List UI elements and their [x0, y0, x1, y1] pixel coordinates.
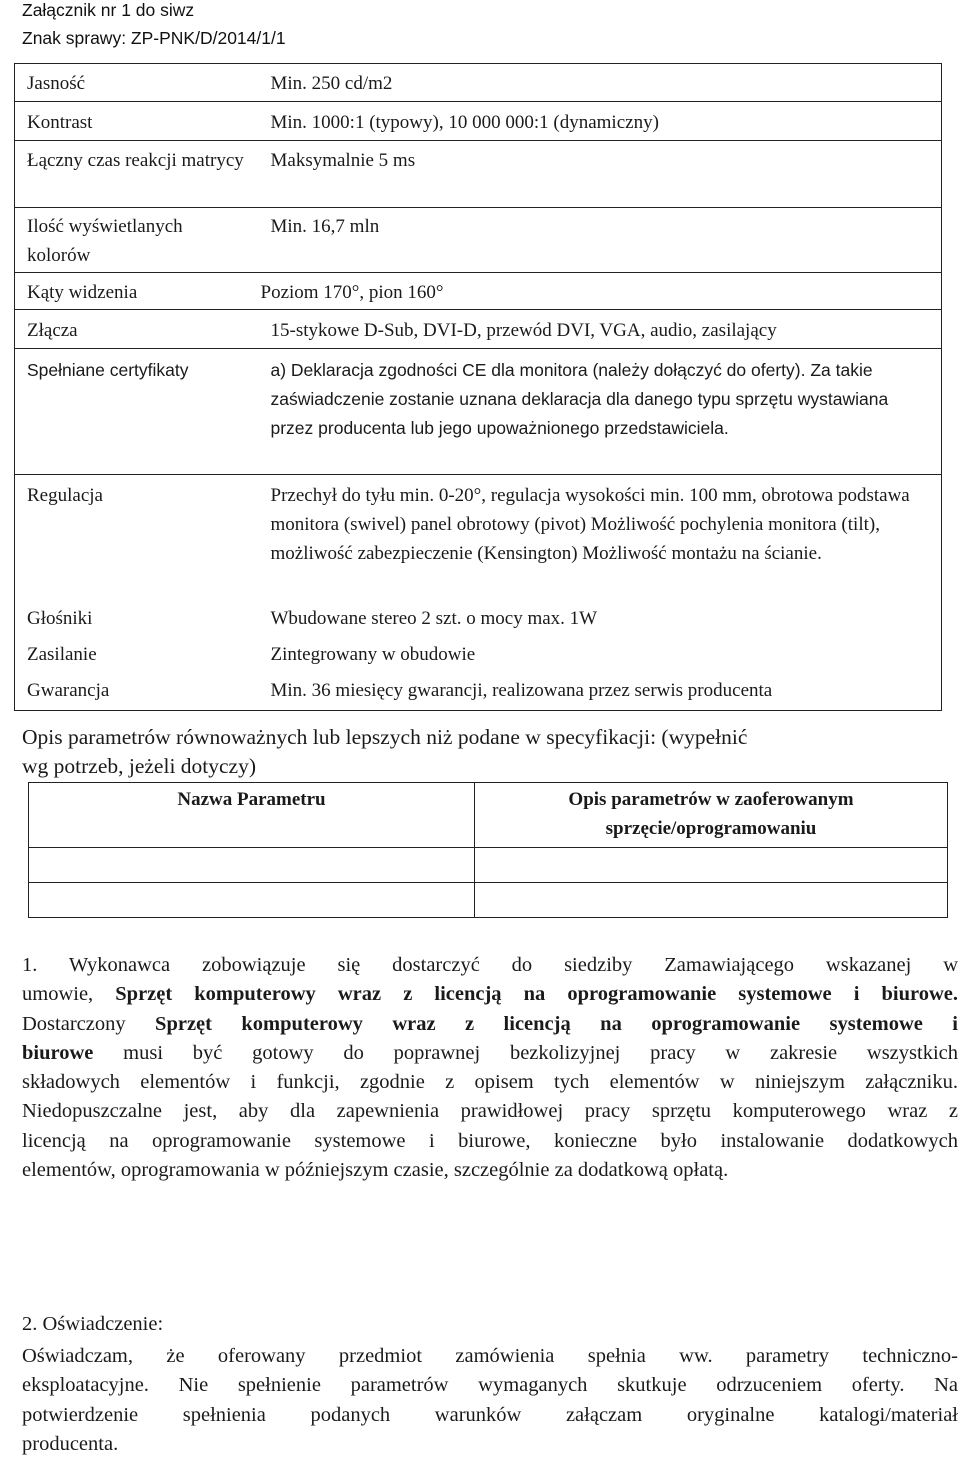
spec-value: Wbudowane stereo 2 szt. o mocy max. 1W: [259, 604, 942, 640]
spec-row-zlacza: [15, 310, 942, 349]
spec-label: Złącza: [15, 310, 259, 349]
spec-label: Łączny czas reakcji matrycy: [15, 141, 259, 208]
bold-phrase: Sprzęt komputerowy wraz z licencją na oprogramowanie systemowe i biurowe: [115, 983, 953, 1006]
spec-row-glosniki: [15, 604, 942, 640]
spec-row-czas-reakcji: [15, 141, 942, 208]
spec-value: Min. 36 miesięcy gwarancji, realizowana przez serwis producenta: [259, 676, 942, 711]
equivalent-parameters-intro: [22, 723, 922, 781]
spec-table: [14, 63, 942, 711]
paragraph-line: producenta.: [22, 1432, 119, 1455]
param-empty-row: [29, 883, 948, 918]
column-header-parameter-name: Nazwa Parametru: [29, 783, 475, 848]
paragraph-line: składowych elementów i funkcji, zgodnie z opisem tych elementów w niniejszym załączniku.: [22, 1071, 958, 1094]
intro-line: wg potrzeb, jeżeli dotyczy): [22, 754, 257, 778]
paragraph-line: biurowe musi być gotowy do poprawnej bezkolizyjnej pracy w zakresie wszystkich: [22, 1041, 958, 1064]
spec-label: Zasilanie: [15, 640, 259, 676]
paragraph-line: umowie, Sprzęt komputerowy wraz z licencją na oprogramowanie systemowe i biurowe.: [22, 983, 959, 1006]
param-description-cell[interactable]: [475, 848, 948, 883]
spec-row-jasnosc: [15, 64, 942, 102]
bold-phrase: Sprzęt komputerowy wraz z licencją na oprogramowanie systemowe i: [155, 1012, 958, 1035]
spec-label: Spełniane certyfikaty: [15, 349, 259, 475]
section-2-heading: 2. Oświadczenie:: [22, 1313, 164, 1335]
paragraph-line: licencją na oprogramowanie systemowe i biurowe, konieczne było instalowanie dodatkowych: [22, 1129, 958, 1152]
spec-row-katy: [15, 273, 942, 310]
spec-row-certyfikaty: [15, 349, 942, 475]
paragraph-line: eksploatacyjne. Nie spełnienie parametrów wymaganych skutkuje odrzuceniem oferty. Na: [22, 1374, 958, 1397]
paragraph-line: elementów, oprogramowania w późniejszym czasie, szczególnie za dodatkową opłatą.: [22, 1159, 729, 1182]
equivalent-parameters-table: [28, 782, 948, 918]
spec-value: Maksymalnie 5 ms: [259, 141, 942, 208]
intro-line: Opis parametrów równoważnych lub lepszych niż podane w specyfikacji: (wypełnić: [22, 725, 748, 749]
bold-phrase: biurowe: [22, 1041, 94, 1064]
param-header-row: [29, 783, 948, 848]
spec-label: Kontrast: [15, 102, 259, 141]
spec-value: Przechył do tyłu min. 0-20°, regulacja wysokości min. 100 mm, obrotowa podstawa monitora (swivel) panel obrotowy (pivot) Możliwość pochylenia monitora (tilt), możliwość zabezpieczenie (Kensington) Możliwość montażu na ścianie.: [259, 475, 942, 605]
param-name-cell[interactable]: [29, 848, 475, 883]
paragraph-line: Dostarczony Sprzęt komputerowy wraz z licencją na oprogramowanie systemowe i: [22, 1012, 958, 1035]
spec-row-kontrast: [15, 102, 942, 141]
spec-value: 15-stykowe D-Sub, DVI-D, przewód DVI, VGA, audio, zasilający: [259, 310, 942, 349]
param-empty-row: [29, 848, 948, 883]
param-name-cell[interactable]: [29, 883, 475, 918]
spec-value: Min. 1000:1 (typowy), 10 000 000:1 (dynamiczny): [259, 102, 942, 141]
spec-row-regulacja: [15, 475, 942, 605]
spec-value: Min. 250 cd/m2: [259, 64, 942, 102]
param-description-cell[interactable]: [475, 883, 948, 918]
spec-row-zasilanie: [15, 640, 942, 676]
spec-label: Regulacja: [15, 475, 259, 605]
column-header-parameter-description: Opis parametrów w zaoferowanym sprzęcie/oprogramowaniu: [475, 783, 948, 848]
spec-row-kolory: [15, 208, 942, 273]
spec-value: Min. 16,7 mln: [259, 208, 942, 273]
attachment-label: Załącznik nr 1 do siwz: [22, 0, 195, 20]
spec-label: Ilość wyświetlanych kolorów: [15, 208, 259, 273]
section-2-declaration: [22, 1342, 958, 1459]
paragraph-line: Niedopuszczalne jest, aby dla zapewnienia prawidłowej pracy sprzętu komputerowego wraz z: [22, 1100, 958, 1123]
spec-value: Zintegrowany w obudowie: [259, 640, 942, 676]
paragraph-line: 1. Wykonawca zobowiązuje się dostarczyć do siedziby Zamawiającego wskazanej w: [22, 954, 958, 976]
case-reference: Znak sprawy: ZP-PNK/D/2014/1/1: [22, 28, 286, 48]
paragraph-line: potwierdzenie spełnienia podanych warunków załączam oryginalne katalogi/materiał: [22, 1403, 958, 1426]
paragraph-line: Oświadczam, że oferowany przedmiot zamówienia spełnia ww. parametry techniczno-: [22, 1345, 958, 1367]
spec-label: Jasność: [15, 64, 259, 102]
spec-row-gwarancja: [15, 676, 942, 711]
section-1-obligation: [22, 951, 958, 1185]
spec-value: a) Deklaracja zgodności CE dla monitora (należy dołączyć do oferty). Za takie zaświadczenie zostanie uznana deklaracja dla danego typu sprzętu wystawiana przez producenta lub jego upoważnionego przedstawiciela.: [259, 349, 942, 475]
spec-label: Kąty widzenia: [15, 273, 259, 310]
spec-label: Gwarancja: [15, 676, 259, 711]
spec-value: Poziom 170°, pion 160°: [259, 273, 942, 310]
spec-label: Głośniki: [15, 604, 259, 640]
